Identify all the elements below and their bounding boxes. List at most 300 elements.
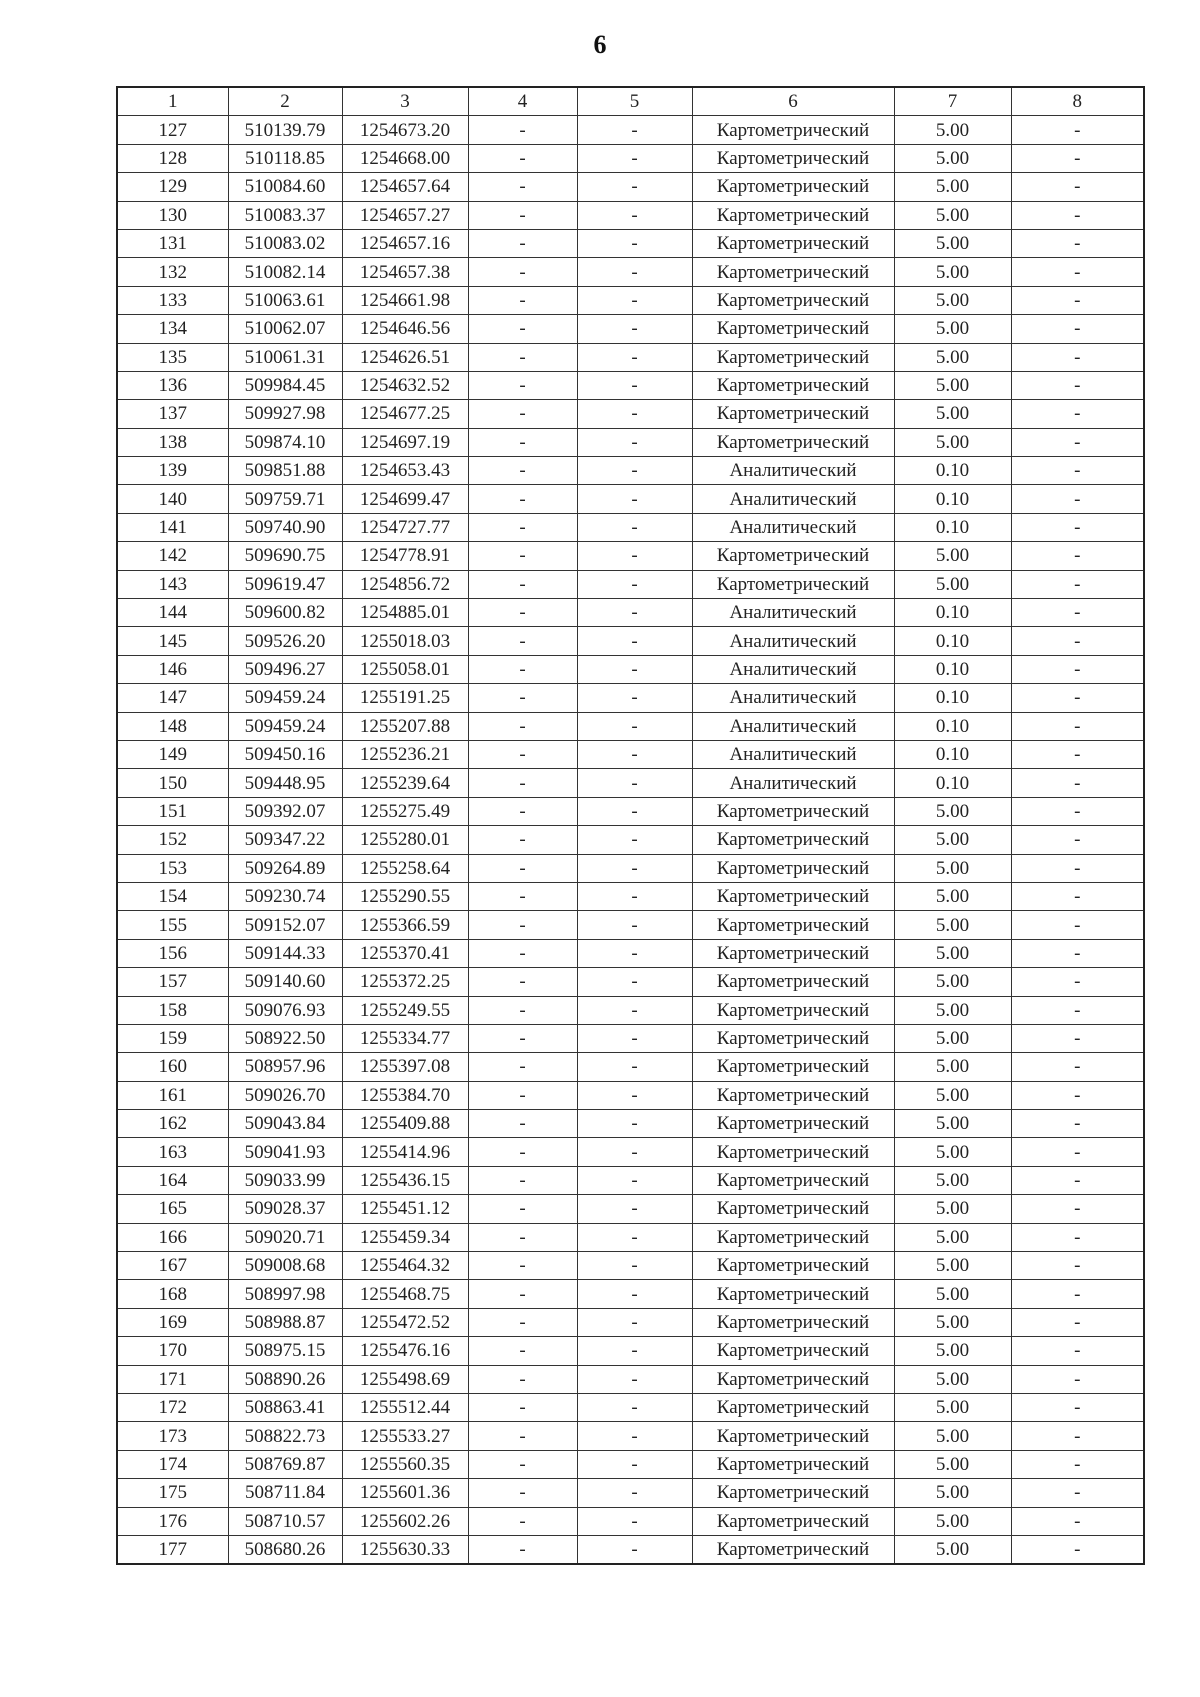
column-8-cell: - (1011, 1138, 1144, 1166)
method-cell: Аналитический (692, 769, 894, 797)
accuracy-cell: 5.00 (894, 1166, 1011, 1194)
point-number-cell: 135 (117, 343, 228, 371)
column-4-cell: - (468, 1308, 577, 1336)
x-coordinate-cell: 509874.10 (228, 428, 342, 456)
column-5-cell: - (577, 1166, 692, 1194)
column-5-cell: - (577, 371, 692, 399)
x-coordinate-cell: 509033.99 (228, 1166, 342, 1194)
point-number-cell: 145 (117, 627, 228, 655)
point-number-cell: 153 (117, 854, 228, 882)
accuracy-cell: 5.00 (894, 570, 1011, 598)
accuracy-cell: 0.10 (894, 627, 1011, 655)
method-cell: Картометрический (692, 1138, 894, 1166)
x-coordinate-cell: 508710.57 (228, 1507, 342, 1535)
table-row (117, 854, 1144, 882)
column-5-cell: - (577, 627, 692, 655)
accuracy-cell: 5.00 (894, 1024, 1011, 1052)
column-4-cell: - (468, 116, 577, 144)
table-row (117, 627, 1144, 655)
x-coordinate-cell: 509759.71 (228, 485, 342, 513)
table-row (117, 201, 1144, 229)
column-4-cell: - (468, 854, 577, 882)
column-4-cell: - (468, 485, 577, 513)
coordinates-table (116, 86, 1145, 1565)
y-coordinate-cell: 1255058.01 (342, 655, 468, 683)
accuracy-cell: 5.00 (894, 1507, 1011, 1535)
point-number-cell: 134 (117, 315, 228, 343)
accuracy-cell: 5.00 (894, 1081, 1011, 1109)
column-4-cell: - (468, 400, 577, 428)
column-8-cell: - (1011, 627, 1144, 655)
y-coordinate-cell: 1254697.19 (342, 428, 468, 456)
table-row (117, 457, 1144, 485)
y-coordinate-cell: 1255512.44 (342, 1393, 468, 1421)
column-5-cell: - (577, 513, 692, 541)
column-5-cell: - (577, 315, 692, 343)
method-cell: Аналитический (692, 457, 894, 485)
column-5-cell: - (577, 201, 692, 229)
accuracy-cell: 5.00 (894, 1393, 1011, 1421)
point-number-cell: 175 (117, 1479, 228, 1507)
x-coordinate-cell: 509450.16 (228, 740, 342, 768)
accuracy-cell: 0.10 (894, 740, 1011, 768)
method-cell: Картометрический (692, 1053, 894, 1081)
point-number-cell: 168 (117, 1280, 228, 1308)
method-cell: Картометрический (692, 343, 894, 371)
column-5-cell: - (577, 542, 692, 570)
accuracy-cell: 5.00 (894, 1280, 1011, 1308)
column-4-cell: - (468, 968, 577, 996)
column-8-cell: - (1011, 797, 1144, 825)
y-coordinate-cell: 1255258.64 (342, 854, 468, 882)
accuracy-cell: 0.10 (894, 485, 1011, 513)
column-5-cell: - (577, 485, 692, 513)
point-number-cell: 172 (117, 1393, 228, 1421)
accuracy-cell: 5.00 (894, 173, 1011, 201)
column-4-cell: - (468, 627, 577, 655)
method-cell: Картометрический (692, 826, 894, 854)
column-5-cell: - (577, 1053, 692, 1081)
column-4-cell: - (468, 684, 577, 712)
accuracy-cell: 0.10 (894, 599, 1011, 627)
accuracy-cell: 5.00 (894, 428, 1011, 456)
column-5-cell: - (577, 1308, 692, 1336)
method-cell: Картометрический (692, 1110, 894, 1138)
column-4-cell: - (468, 1280, 577, 1308)
x-coordinate-cell: 508997.98 (228, 1280, 342, 1308)
accuracy-cell: 5.00 (894, 1223, 1011, 1251)
y-coordinate-cell: 1255290.55 (342, 882, 468, 910)
method-cell: Аналитический (692, 655, 894, 683)
column-8-cell: - (1011, 1479, 1144, 1507)
accuracy-cell: 5.00 (894, 996, 1011, 1024)
column-4-cell: - (468, 1138, 577, 1166)
column-8-cell: - (1011, 116, 1144, 144)
column-8-cell: - (1011, 1450, 1144, 1478)
table-row (117, 258, 1144, 286)
y-coordinate-cell: 1255533.27 (342, 1422, 468, 1450)
point-number-cell: 161 (117, 1081, 228, 1109)
column-4-cell: - (468, 144, 577, 172)
column-4-cell: - (468, 996, 577, 1024)
table-row (117, 116, 1144, 144)
table-row (117, 1422, 1144, 1450)
column-4-cell: - (468, 599, 577, 627)
column-5-cell: - (577, 826, 692, 854)
accuracy-cell: 0.10 (894, 712, 1011, 740)
y-coordinate-cell: 1254668.00 (342, 144, 468, 172)
column-8-cell: - (1011, 911, 1144, 939)
y-coordinate-cell: 1254699.47 (342, 485, 468, 513)
column-8-cell: - (1011, 1535, 1144, 1564)
accuracy-cell: 5.00 (894, 1479, 1011, 1507)
accuracy-cell: 5.00 (894, 1195, 1011, 1223)
point-number-cell: 130 (117, 201, 228, 229)
y-coordinate-cell: 1255498.69 (342, 1365, 468, 1393)
table-header-row (117, 87, 1144, 116)
column-5-cell: - (577, 854, 692, 882)
table-row (117, 968, 1144, 996)
method-cell: Картометрический (692, 1081, 894, 1109)
column-5-cell: - (577, 258, 692, 286)
accuracy-cell: 5.00 (894, 315, 1011, 343)
point-number-cell: 177 (117, 1535, 228, 1564)
column-8-cell: - (1011, 173, 1144, 201)
point-number-cell: 165 (117, 1195, 228, 1223)
column-8-cell: - (1011, 1337, 1144, 1365)
accuracy-cell: 5.00 (894, 286, 1011, 314)
column-5-cell: - (577, 968, 692, 996)
method-cell: Картометрический (692, 201, 894, 229)
y-coordinate-cell: 1255464.32 (342, 1252, 468, 1280)
column-4-cell: - (468, 1081, 577, 1109)
x-coordinate-cell: 509026.70 (228, 1081, 342, 1109)
y-coordinate-cell: 1255409.88 (342, 1110, 468, 1138)
column-5-cell: - (577, 1337, 692, 1365)
x-coordinate-cell: 509230.74 (228, 882, 342, 910)
y-coordinate-cell: 1254778.91 (342, 542, 468, 570)
table-row (117, 1138, 1144, 1166)
column-8-cell: - (1011, 1252, 1144, 1280)
table-row (117, 1195, 1144, 1223)
x-coordinate-cell: 509984.45 (228, 371, 342, 399)
point-number-cell: 155 (117, 911, 228, 939)
x-coordinate-cell: 509076.93 (228, 996, 342, 1024)
table-row (117, 286, 1144, 314)
point-number-cell: 170 (117, 1337, 228, 1365)
point-number-cell: 174 (117, 1450, 228, 1478)
x-coordinate-cell: 510061.31 (228, 343, 342, 371)
x-coordinate-cell: 510062.07 (228, 315, 342, 343)
column-8-cell: - (1011, 428, 1144, 456)
column-8-cell: - (1011, 1053, 1144, 1081)
y-coordinate-cell: 1254885.01 (342, 599, 468, 627)
table-row (117, 1393, 1144, 1421)
y-coordinate-cell: 1254657.64 (342, 173, 468, 201)
table-row (117, 1280, 1144, 1308)
point-number-cell: 136 (117, 371, 228, 399)
point-number-cell: 167 (117, 1252, 228, 1280)
column-4-cell: - (468, 343, 577, 371)
x-coordinate-cell: 508957.96 (228, 1053, 342, 1081)
accuracy-cell: 5.00 (894, 1138, 1011, 1166)
column-4-cell: - (468, 258, 577, 286)
table-row (117, 1252, 1144, 1280)
method-cell: Картометрический (692, 173, 894, 201)
x-coordinate-cell: 509152.07 (228, 911, 342, 939)
column-4-cell: - (468, 201, 577, 229)
column-5-cell: - (577, 1223, 692, 1251)
method-cell: Аналитический (692, 599, 894, 627)
y-coordinate-cell: 1255191.25 (342, 684, 468, 712)
table-row (117, 599, 1144, 627)
table-row (117, 371, 1144, 399)
column-8-cell: - (1011, 712, 1144, 740)
x-coordinate-cell: 508711.84 (228, 1479, 342, 1507)
point-number-cell: 147 (117, 684, 228, 712)
column-8-cell: - (1011, 599, 1144, 627)
column-4-cell: - (468, 1479, 577, 1507)
y-coordinate-cell: 1254653.43 (342, 457, 468, 485)
accuracy-cell: 0.10 (894, 457, 1011, 485)
table-row (117, 1450, 1144, 1478)
table-row (117, 485, 1144, 513)
table-row (117, 882, 1144, 910)
x-coordinate-cell: 508822.73 (228, 1422, 342, 1450)
point-number-cell: 142 (117, 542, 228, 570)
point-number-cell: 139 (117, 457, 228, 485)
x-coordinate-cell: 509392.07 (228, 797, 342, 825)
column-8-cell: - (1011, 769, 1144, 797)
column-5-cell: - (577, 286, 692, 314)
column-header: 4 (468, 87, 577, 116)
column-5-cell: - (577, 144, 692, 172)
table-row (117, 173, 1144, 201)
column-5-cell: - (577, 911, 692, 939)
column-4-cell: - (468, 173, 577, 201)
column-5-cell: - (577, 1081, 692, 1109)
method-cell: Картометрический (692, 315, 894, 343)
column-5-cell: - (577, 1252, 692, 1280)
accuracy-cell: 5.00 (894, 229, 1011, 257)
table-row (117, 797, 1144, 825)
y-coordinate-cell: 1254632.52 (342, 371, 468, 399)
y-coordinate-cell: 1255436.15 (342, 1166, 468, 1194)
y-coordinate-cell: 1255249.55 (342, 996, 468, 1024)
column-4-cell: - (468, 712, 577, 740)
column-4-cell: - (468, 229, 577, 257)
table-row (117, 1308, 1144, 1336)
column-8-cell: - (1011, 400, 1144, 428)
column-8-cell: - (1011, 996, 1144, 1024)
method-cell: Картометрический (692, 1166, 894, 1194)
point-number-cell: 151 (117, 797, 228, 825)
method-cell: Картометрический (692, 542, 894, 570)
table-row (117, 1024, 1144, 1052)
method-cell: Картометрический (692, 854, 894, 882)
column-4-cell: - (468, 882, 577, 910)
accuracy-cell: 0.10 (894, 655, 1011, 683)
y-coordinate-cell: 1255476.16 (342, 1337, 468, 1365)
table-row (117, 1166, 1144, 1194)
column-8-cell: - (1011, 826, 1144, 854)
x-coordinate-cell: 508890.26 (228, 1365, 342, 1393)
column-8-cell: - (1011, 542, 1144, 570)
column-8-cell: - (1011, 655, 1144, 683)
point-number-cell: 154 (117, 882, 228, 910)
table-row (117, 229, 1144, 257)
x-coordinate-cell: 510083.02 (228, 229, 342, 257)
x-coordinate-cell: 509459.24 (228, 712, 342, 740)
method-cell: Картометрический (692, 371, 894, 399)
point-number-cell: 163 (117, 1138, 228, 1166)
x-coordinate-cell: 509144.33 (228, 939, 342, 967)
column-4-cell: - (468, 1053, 577, 1081)
accuracy-cell: 0.10 (894, 769, 1011, 797)
column-5-cell: - (577, 570, 692, 598)
column-5-cell: - (577, 116, 692, 144)
column-5-cell: - (577, 1450, 692, 1478)
accuracy-cell: 5.00 (894, 1053, 1011, 1081)
y-coordinate-cell: 1254657.16 (342, 229, 468, 257)
y-coordinate-cell: 1255397.08 (342, 1053, 468, 1081)
column-4-cell: - (468, 1365, 577, 1393)
method-cell: Аналитический (692, 684, 894, 712)
column-4-cell: - (468, 286, 577, 314)
column-5-cell: - (577, 1507, 692, 1535)
column-8-cell: - (1011, 1308, 1144, 1336)
x-coordinate-cell: 509690.75 (228, 542, 342, 570)
column-8-cell: - (1011, 1024, 1144, 1052)
column-4-cell: - (468, 655, 577, 683)
column-5-cell: - (577, 400, 692, 428)
method-cell: Картометрический (692, 939, 894, 967)
method-cell: Картометрический (692, 229, 894, 257)
x-coordinate-cell: 510063.61 (228, 286, 342, 314)
x-coordinate-cell: 508863.41 (228, 1393, 342, 1421)
column-header: 3 (342, 87, 468, 116)
point-number-cell: 164 (117, 1166, 228, 1194)
point-number-cell: 133 (117, 286, 228, 314)
x-coordinate-cell: 509448.95 (228, 769, 342, 797)
column-5-cell: - (577, 655, 692, 683)
column-4-cell: - (468, 1110, 577, 1138)
accuracy-cell: 0.10 (894, 513, 1011, 541)
accuracy-cell: 5.00 (894, 882, 1011, 910)
table-row (117, 826, 1144, 854)
table-row (117, 1337, 1144, 1365)
y-coordinate-cell: 1255366.59 (342, 911, 468, 939)
point-number-cell: 132 (117, 258, 228, 286)
accuracy-cell: 5.00 (894, 826, 1011, 854)
column-8-cell: - (1011, 485, 1144, 513)
column-header: 5 (577, 87, 692, 116)
column-4-cell: - (468, 939, 577, 967)
column-4-cell: - (468, 315, 577, 343)
column-5-cell: - (577, 229, 692, 257)
column-header: 7 (894, 87, 1011, 116)
method-cell: Картометрический (692, 1024, 894, 1052)
column-header: 2 (228, 87, 342, 116)
column-8-cell: - (1011, 1280, 1144, 1308)
method-cell: Картометрический (692, 1223, 894, 1251)
method-cell: Картометрический (692, 400, 894, 428)
column-5-cell: - (577, 939, 692, 967)
method-cell: Аналитический (692, 485, 894, 513)
accuracy-cell: 5.00 (894, 1365, 1011, 1393)
x-coordinate-cell: 509020.71 (228, 1223, 342, 1251)
point-number-cell: 159 (117, 1024, 228, 1052)
y-coordinate-cell: 1254677.25 (342, 400, 468, 428)
method-cell: Картометрический (692, 1280, 894, 1308)
x-coordinate-cell: 508769.87 (228, 1450, 342, 1478)
x-coordinate-cell: 509927.98 (228, 400, 342, 428)
y-coordinate-cell: 1254856.72 (342, 570, 468, 598)
column-8-cell: - (1011, 1223, 1144, 1251)
table-row (117, 1053, 1144, 1081)
x-coordinate-cell: 509264.89 (228, 854, 342, 882)
point-number-cell: 131 (117, 229, 228, 257)
column-8-cell: - (1011, 1195, 1144, 1223)
y-coordinate-cell: 1254657.27 (342, 201, 468, 229)
y-coordinate-cell: 1254657.38 (342, 258, 468, 286)
column-header: 1 (117, 87, 228, 116)
table-body (117, 116, 1144, 1564)
x-coordinate-cell: 509043.84 (228, 1110, 342, 1138)
column-4-cell: - (468, 769, 577, 797)
method-cell: Картометрический (692, 116, 894, 144)
x-coordinate-cell: 509140.60 (228, 968, 342, 996)
method-cell: Картометрический (692, 1393, 894, 1421)
x-coordinate-cell: 510083.37 (228, 201, 342, 229)
page-number: 6 (593, 30, 607, 59)
column-4-cell: - (468, 371, 577, 399)
column-5-cell: - (577, 1535, 692, 1564)
point-number-cell: 127 (117, 116, 228, 144)
accuracy-cell: 5.00 (894, 797, 1011, 825)
point-number-cell: 162 (117, 1110, 228, 1138)
column-5-cell: - (577, 428, 692, 456)
table-row (117, 1535, 1144, 1564)
method-cell: Картометрический (692, 286, 894, 314)
accuracy-cell: 5.00 (894, 343, 1011, 371)
y-coordinate-cell: 1254626.51 (342, 343, 468, 371)
table-row (117, 1365, 1144, 1393)
table-row (117, 996, 1144, 1024)
accuracy-cell: 5.00 (894, 968, 1011, 996)
column-8-cell: - (1011, 854, 1144, 882)
accuracy-cell: 5.00 (894, 911, 1011, 939)
method-cell: Картометрический (692, 1450, 894, 1478)
accuracy-cell: 5.00 (894, 1252, 1011, 1280)
column-header: 8 (1011, 87, 1144, 116)
method-cell: Картометрический (692, 968, 894, 996)
table-row (117, 1110, 1144, 1138)
accuracy-cell: 0.10 (894, 684, 1011, 712)
column-5-cell: - (577, 740, 692, 768)
column-4-cell: - (468, 428, 577, 456)
y-coordinate-cell: 1255468.75 (342, 1280, 468, 1308)
x-coordinate-cell: 509619.47 (228, 570, 342, 598)
x-coordinate-cell: 510084.60 (228, 173, 342, 201)
column-4-cell: - (468, 826, 577, 854)
column-8-cell: - (1011, 684, 1144, 712)
y-coordinate-cell: 1255384.70 (342, 1081, 468, 1109)
method-cell: Аналитический (692, 627, 894, 655)
y-coordinate-cell: 1255275.49 (342, 797, 468, 825)
column-4-cell: - (468, 513, 577, 541)
column-5-cell: - (577, 712, 692, 740)
